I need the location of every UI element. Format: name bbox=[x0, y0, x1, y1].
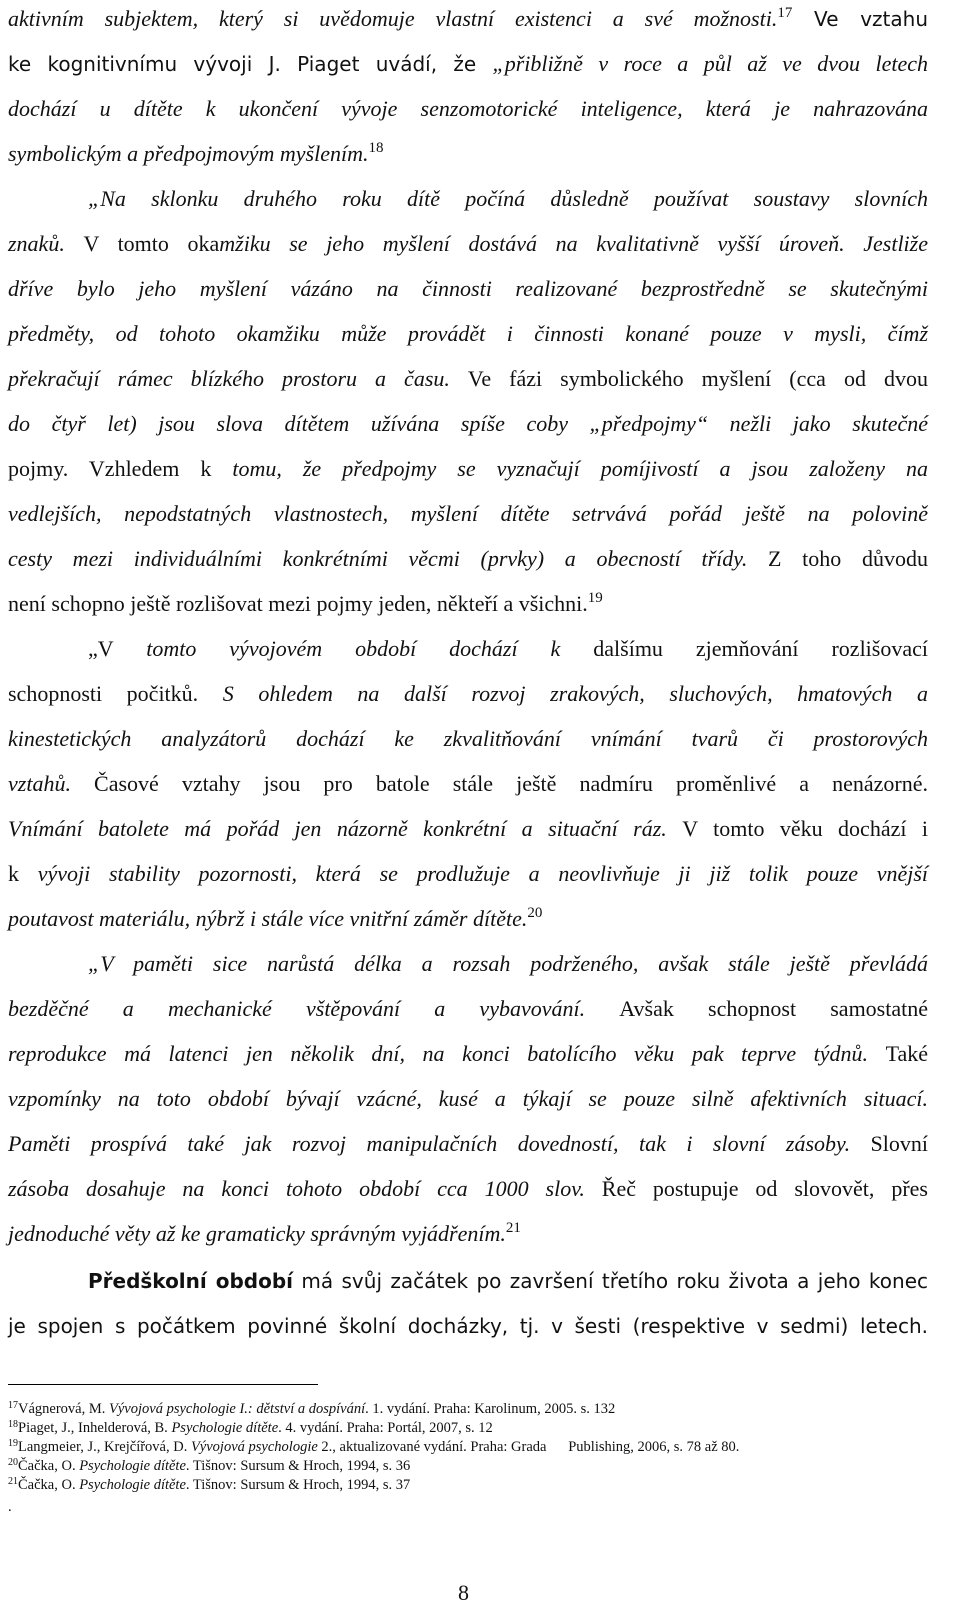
footnote-number: 18 bbox=[8, 1419, 18, 1430]
text-span: aktivním subjektem, který si uvědomuje vlastní existenci a své možnosti. bbox=[8, 6, 778, 31]
text-span: má svůj začátek po završení třetího roku života a jeho konec bbox=[293, 1269, 928, 1293]
text-span: symbolickým a předpojmovým myšlením. bbox=[8, 141, 369, 166]
stray-dot: . bbox=[8, 1499, 12, 1515]
page-number: 8 bbox=[458, 1580, 469, 1605]
text-line bbox=[8, 589, 928, 619]
text-span: „V paměti sice narůstá délka a rozsah podrženého, avšak stále ještě převládá bbox=[88, 951, 928, 976]
text-span: poutavost materiálu, nýbrž i stále více vnitřní záměr dítěte. bbox=[8, 906, 528, 931]
text-span: Časové vztahy jsou pro batole stále ještě nadmíru proměnlivé a nenázorné. bbox=[94, 771, 928, 796]
footnote-ref-20[interactable]: 20 bbox=[527, 905, 543, 921]
text-span: Ve fázi symbolického myšlení (cca od dvou bbox=[467, 366, 928, 391]
text-line bbox=[8, 319, 928, 349]
text-line bbox=[8, 4, 928, 34]
text-span: reprodukce má latenci jen několik dní, na konci batolícího věku pak teprve týdnů. bbox=[8, 1041, 886, 1066]
text-span: překračují rámec blízkého prostoru a času. bbox=[8, 366, 468, 391]
text-line bbox=[8, 274, 928, 304]
text-span: zásoba dosahuje na konci tohoto období cca 1000 slov. bbox=[8, 1176, 602, 1201]
footnote-title: Vývojová psychologie bbox=[190, 1439, 318, 1455]
text-span: jednoduché věty až ke gramaticky správným vyjádřením. bbox=[8, 1221, 506, 1246]
text-span: Ve vztahu bbox=[792, 7, 928, 31]
text-line bbox=[88, 634, 928, 664]
text-span: dochází u dítěte k ukončení vývoje senzomotorické inteligence, která je nahrazována bbox=[8, 96, 928, 121]
footnote-details: 2., aktualizované vydání. Praha: Grada Publishing, 2006, s. 78 až 80. bbox=[317, 1439, 740, 1455]
footnote-details: . Tišnov: Sursum & Hroch, 1994, s. 37 bbox=[185, 1477, 411, 1493]
text-line bbox=[8, 364, 928, 394]
text-line bbox=[8, 1174, 928, 1204]
text-line bbox=[8, 859, 928, 889]
text-span: Avšak schopnost samostatné bbox=[619, 996, 928, 1021]
text-span: vztahů. bbox=[8, 771, 95, 796]
text-span: S ohledem na další rozvoj zrakových, sluchových, hmatových a bbox=[222, 681, 928, 706]
footnote-author: Vágnerová, M. bbox=[18, 1401, 110, 1417]
text-line bbox=[88, 1266, 928, 1296]
text-span: vzpomínky na toto období bývají vzácné, kusé a týkají se pouze silně afektivních situací. bbox=[8, 1086, 928, 1111]
text-span: Paměti prospívá také jak rozvoj manipulačních dovedností, tak i slovní zásoby. bbox=[8, 1131, 871, 1156]
section-heading: Předškolní období bbox=[88, 1269, 294, 1293]
footnote-details: . 4. vydání. Praha: Portál, 2007, s. 12 bbox=[278, 1420, 493, 1436]
text-line bbox=[8, 1129, 928, 1159]
footnote-ref-17[interactable]: 17 bbox=[777, 5, 793, 21]
text-line bbox=[8, 814, 928, 844]
footnote-ref-21[interactable]: 21 bbox=[505, 1220, 521, 1236]
text-span: předměty, od tohoto okamžiku může provádět i činnosti konané pouze v mysli, čímž bbox=[8, 321, 928, 346]
text-span: ke kognitivnímu vývoji J. Piaget uvádí, že bbox=[8, 52, 493, 76]
footnote-ref-19[interactable]: 19 bbox=[587, 590, 603, 606]
text-line bbox=[8, 94, 928, 124]
text-line bbox=[8, 544, 928, 574]
footnote-title: Psychologie dítěte bbox=[79, 1458, 186, 1474]
text-span: Řeč postupuje od slovovět, přes bbox=[601, 1176, 928, 1201]
footnote-number: 19 bbox=[8, 1438, 18, 1449]
footnote-number: 21 bbox=[8, 1476, 18, 1487]
text-line bbox=[8, 769, 928, 799]
text-span: pojmy. Vzhledem k bbox=[8, 456, 233, 481]
text-span: „přibližně v roce a půl až ve dvou letech bbox=[492, 51, 928, 76]
text-span: schopnosti počitků. bbox=[8, 681, 223, 706]
footnote-19 bbox=[8, 1438, 928, 1456]
text-span: V tomto oka bbox=[83, 231, 220, 256]
text-span: „Na sklonku druhého roku dítě počíná důsledně používat soustavy slovních bbox=[88, 186, 928, 211]
text-span: Vnímání batolete má pořád jen názorně konkrétní a situační ráz. bbox=[8, 816, 683, 841]
text-span: do čtyř let) jsou slova dítětem užívána spíše coby „předpojmy“ nežli jako skutečné bbox=[8, 411, 928, 436]
text-line bbox=[8, 454, 928, 484]
footnote-17 bbox=[8, 1400, 928, 1418]
text-line bbox=[8, 724, 928, 754]
text-span: vývoji stability pozornosti, která se prodlužuje a neovlivňuje ji již tolik pouze vnější bbox=[37, 861, 929, 886]
text-span: bezděčné a mechanické vštěpování a vybavování. bbox=[8, 996, 620, 1021]
text-line bbox=[8, 139, 928, 169]
footnote-author: Čačka, O. bbox=[18, 1477, 80, 1493]
text-line bbox=[8, 679, 928, 709]
text-span: je spojen s počátkem povinné školní docházky, tj. v šesti (respektive v sedmi) letech. bbox=[8, 1314, 928, 1338]
text-line bbox=[8, 499, 928, 529]
text-line bbox=[8, 1311, 928, 1341]
text-span: vedlejších, nepodstatných vlastnostech, myšlení dítěte setrvává pořád ještě na polovině bbox=[8, 501, 928, 526]
footnote-title: Psychologie dítěte bbox=[79, 1477, 186, 1493]
text-line bbox=[8, 1039, 928, 1069]
text-line bbox=[88, 184, 928, 214]
text-line bbox=[8, 1084, 928, 1114]
text-line bbox=[8, 994, 928, 1024]
footnote-title: Psychologie dítěte bbox=[171, 1420, 279, 1436]
footnote-21 bbox=[8, 1476, 928, 1494]
text-line bbox=[8, 1219, 928, 1249]
text-span: znaků. bbox=[8, 231, 84, 256]
text-line bbox=[8, 409, 928, 439]
text-line bbox=[8, 49, 928, 79]
footnote-20 bbox=[8, 1457, 928, 1475]
text-span: V tomto věku dochází i bbox=[682, 816, 928, 841]
text-span: Slovní bbox=[870, 1131, 928, 1156]
text-line bbox=[88, 949, 928, 979]
footnote-details: . 1. vydání. Praha: Karolinum, 2005. s. 132 bbox=[365, 1401, 616, 1417]
text-line bbox=[8, 229, 928, 259]
footnote-18 bbox=[8, 1419, 928, 1437]
text-span: dalšímu zjemňování rozlišovací bbox=[593, 636, 928, 661]
footnote-number: 20 bbox=[8, 1457, 18, 1468]
footnote-title: Vývojová psychologie I.: dětství a dospívání bbox=[109, 1401, 366, 1417]
text-span: Také bbox=[885, 1041, 928, 1066]
footnote-author: Piaget, J., Inhelderová, B. bbox=[18, 1420, 172, 1436]
text-span: k bbox=[8, 861, 38, 886]
text-span: tomto vývojovém období dochází k bbox=[146, 636, 594, 661]
text-span: cesty mezi individuálními konkrétními věcmi (prvky) a obecností třídy. bbox=[8, 546, 769, 571]
footnote-details: . Tišnov: Sursum & Hroch, 1994, s. 36 bbox=[185, 1458, 411, 1474]
text-span: není schopno ještě rozlišovat mezi pojmy jeden, někteří a všichni. bbox=[8, 591, 588, 616]
footnote-ref-18[interactable]: 18 bbox=[368, 140, 384, 156]
footnote-author: Langmeier, J., Krejčířová, D. bbox=[18, 1439, 191, 1455]
footnote-author: Čačka, O. bbox=[18, 1458, 80, 1474]
text-span: mžiku se jeho myšlení dostává na kvalitativně vyšší úroveň. Jestliže bbox=[219, 231, 928, 256]
text-span: tomu, že předpojmy se vyznačují pomíjivostí a jsou založeny na bbox=[232, 456, 928, 481]
text-span: Z toho důvodu bbox=[768, 546, 928, 571]
text-line bbox=[8, 904, 928, 934]
text-span: dříve bylo jeho myšlení vázáno na činnosti realizované bezprostředně se skutečnými bbox=[8, 276, 928, 301]
text-span: „V bbox=[88, 636, 147, 661]
footnote-number: 17 bbox=[8, 1400, 18, 1411]
footnote-divider bbox=[8, 1384, 318, 1385]
text-span: kinestetických analyzátorů dochází ke zkvalitňování vnímání tvarů či prostorových bbox=[8, 726, 928, 751]
